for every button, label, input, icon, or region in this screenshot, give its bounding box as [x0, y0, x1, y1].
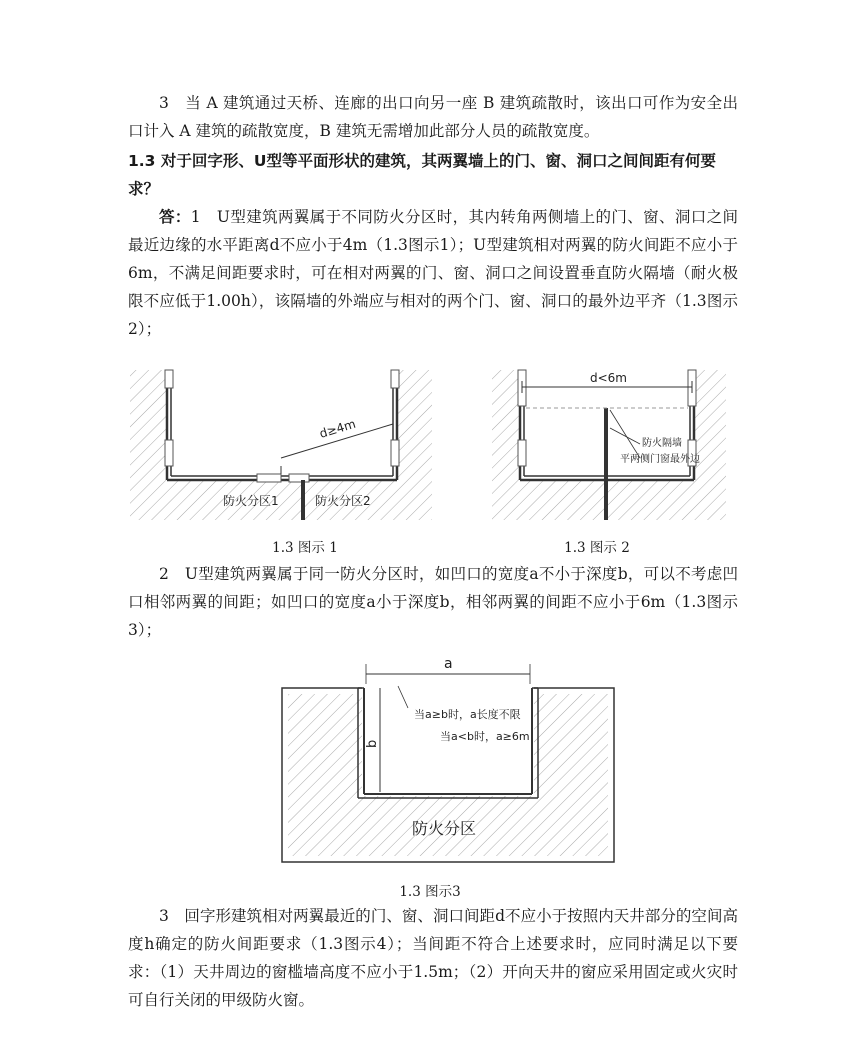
- answer-paragraph: [128, 203, 738, 343]
- paragraph-item-3: 3 回字形建筑相对两翼最近的门、窗、洞口间距d不应小于按照内天井部分的空间高度h确定的防火间距要求（1.3图示4）；当间距不符合上述要求时，应同时满足以下要求：（1）天井周边的窗槛墙高度不应小于1.5m；（2）开向天井的窗应采用固定或火灾时可自行关闭的甲级防火窗。: [128, 907, 738, 1009]
- fig2-note-fire-wall: 防火隔墙: [642, 438, 682, 449]
- figure-2-diagram: [490, 368, 730, 523]
- figure-3-diagram: [280, 652, 616, 864]
- paragraph-item-2: 2 U型建筑两翼属于同一防火分区时，如凹口的宽度a不小于深度b，可以不考虑凹口相邻两翼的间距；如凹口的宽度a小于深度b，相邻两翼的间距不应小于6m（1.3图示3）；: [128, 565, 738, 639]
- fig3-note-a-ge-b: 当a≥b时，a长度不限: [414, 708, 521, 721]
- section-heading-1-3: 1.3 对于回字形、U型等平面形状的建筑，其两翼墙上的门、窗、洞口之间间距有何要求？: [128, 152, 716, 198]
- figure-1-caption: 1.3 图示 1: [272, 540, 338, 556]
- fig2-dimension-label: d<6m: [590, 371, 627, 385]
- answer-label: 答：: [159, 207, 191, 226]
- fig1-dimension-label: d≥4m: [317, 416, 358, 441]
- fig3-dimension-a: a: [444, 656, 453, 672]
- answer-text: 1 U型建筑两翼属于不同防火分区时，其内转角两侧墙上的门、窗、洞口之间最近边缘的水平距离d不应小于4m（1.3图示1）；U型建筑相对两翼的防火间距不应小于6m，不满足间距要求时，可在相对两翼的门、窗、洞口之间设置垂直防火隔墙（耐火极限不应低于1.00h），该隔墙的外端应与相对的两个门、窗、洞口的最外边平齐（1.3图示2）；: [128, 208, 738, 338]
- fig1-zone-1-label: 防火分区1: [223, 494, 279, 508]
- fig3-zone-label: 防火分区: [412, 819, 477, 838]
- fig1-zone-2-label: 防火分区2: [315, 494, 371, 508]
- figure-1-diagram: [125, 368, 435, 523]
- fig2-note-flush-edge: 平两侧门窗最外边: [620, 454, 700, 465]
- fig3-note-a-lt-b: 当a<b时，a≥6m: [440, 730, 530, 743]
- paragraph-item-3-bridge: 3 当 A 建筑通过天桥、连廊的出口向另一座 B 建筑疏散时，该出口可作为安全出口计入 A 建筑的疏散宽度，B 建筑无需增加此部分人员的疏散宽度。: [128, 94, 738, 140]
- figure-3-caption: 1.3 图示3: [399, 884, 461, 900]
- figure-2-caption: 1.3 图示 2: [564, 540, 630, 556]
- fig3-dimension-b: b: [365, 739, 380, 748]
